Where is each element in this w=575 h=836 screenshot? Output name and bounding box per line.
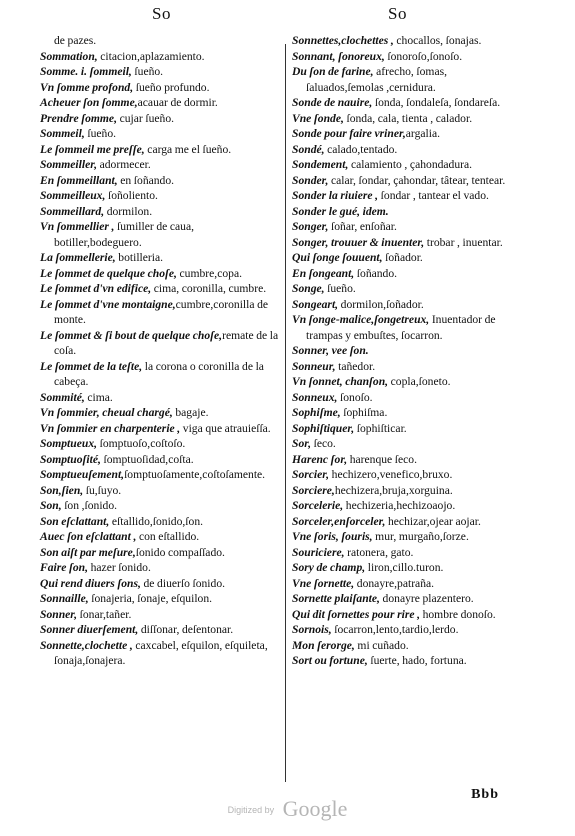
google-logo: Google xyxy=(282,796,348,821)
entry-headword: Sornois, xyxy=(292,623,332,636)
entry-headword: Songe, xyxy=(292,282,325,295)
entry-definition: ſophiſma. xyxy=(340,406,388,419)
entry-definition: ſomptuoſo,coſtoſo. xyxy=(97,437,186,450)
entry-headword: Le ſommet de quelque choſe, xyxy=(40,266,177,280)
dictionary-entry xyxy=(292,95,514,111)
dictionary-entry xyxy=(40,545,282,561)
entry-headword: En ſongeant, xyxy=(292,266,355,280)
entry-headword: Acheuer ſon ſomme, xyxy=(40,96,138,109)
dictionary-entry xyxy=(40,266,282,282)
dictionary-entry xyxy=(292,498,514,514)
entry-headword: Sort ou fortune, xyxy=(292,654,368,667)
running-head-right: So xyxy=(388,4,407,23)
dictionary-entry xyxy=(40,390,282,406)
dictionary-entry xyxy=(292,560,514,576)
entry-headword: Sommeilleux, xyxy=(40,189,106,202)
entry-headword: Sonder le gué, idem. xyxy=(292,204,389,218)
entry-headword: Sonder, xyxy=(292,173,329,187)
entry-definition: hechizar,ojear aojar. xyxy=(385,514,481,528)
dictionary-entry xyxy=(40,281,282,297)
entry-headword: Faire ſon, xyxy=(40,561,89,574)
dictionary-entry xyxy=(292,219,514,235)
dictionary-entry xyxy=(40,436,282,452)
entry-definition: cujar ſueño. xyxy=(116,111,175,125)
signature-mark: Bbb xyxy=(471,787,499,802)
entry-definition: ſonar,tañer. xyxy=(77,607,132,621)
dictionary-entry xyxy=(40,204,282,220)
entry-definition: ſocarron,lento,tardio,lerdo. xyxy=(331,623,459,636)
entry-headword: Son,ſien, xyxy=(40,483,84,497)
right-column xyxy=(292,33,514,669)
entry-headword: Son eſclattant, xyxy=(40,514,110,528)
entry-headword: Mon ſerorge, xyxy=(292,638,355,652)
dictionary-entry xyxy=(40,405,282,421)
entry-headword: Vn ſommier, cheual chargé, xyxy=(40,406,173,419)
entry-headword: Le ſommet & ſi bout de quelque choſe, xyxy=(40,328,223,342)
dictionary-entry xyxy=(292,235,514,251)
entry-definition: mi cuñado. xyxy=(354,638,409,652)
entry-headword: Sonner, xyxy=(40,607,78,621)
dictionary-entry xyxy=(292,359,514,375)
dictionary-entry xyxy=(40,173,282,189)
dictionary-entry xyxy=(292,33,514,49)
entry-definition: cima, coronilla, cumbre. xyxy=(151,282,267,295)
entry-headword: Vn ſommellier , xyxy=(40,220,115,233)
entry-headword: Prendre ſomme, xyxy=(40,111,117,125)
entry-definition: adormecer. xyxy=(97,158,151,171)
entry-headword: Sonnette,clochette , xyxy=(40,638,133,652)
dictionary-entry xyxy=(40,498,282,514)
dictionary-entry xyxy=(292,638,514,654)
entry-definition: ſueño. xyxy=(131,65,164,78)
dictionary-entry xyxy=(292,173,514,189)
dictionary-entry xyxy=(292,467,514,483)
entry-headword: Songeart, xyxy=(292,297,339,311)
entry-definition: ſoñando. xyxy=(354,266,398,280)
dictionary-entry xyxy=(40,157,282,173)
dictionary-entry xyxy=(40,638,282,669)
entry-headword: Vn ſommier en charpenterie , xyxy=(40,421,181,435)
entry-headword: Sonneur, xyxy=(292,359,336,373)
entry-headword: Sory de champ, xyxy=(292,561,366,574)
entry-definition: cumbre,coronilla de monte. xyxy=(54,297,269,326)
entry-headword: Vne ſornette, xyxy=(292,576,355,590)
entry-definition: ratonera, gato. xyxy=(344,545,414,559)
dictionary-entry xyxy=(292,421,514,437)
entry-headword: Somptueuſement, xyxy=(40,468,125,481)
entry-definition: hazer ſonido. xyxy=(88,561,151,574)
entry-definition: ſomptuoſamente,coſtoſamente. xyxy=(124,468,266,481)
entry-definition: ſonoroſo,ſonoſo. xyxy=(384,49,463,63)
dictionary-entry xyxy=(292,188,514,204)
entry-headword: Sonnaille, xyxy=(40,592,89,605)
dictionary-entry xyxy=(40,529,282,545)
entry-headword: Qui dit ſornettes pour rire , xyxy=(292,607,420,621)
entry-headword: Souriciere, xyxy=(292,545,345,559)
entry-headword: La ſommellerie, xyxy=(40,251,116,264)
entry-headword: Somptuoſité, xyxy=(40,452,101,466)
entry-definition: con eſtallido. xyxy=(136,530,200,543)
entry-definition: calado,tentado. xyxy=(324,142,398,156)
entry-headword: Sorciere, xyxy=(292,483,335,497)
watermark-prefix: Digitized by xyxy=(227,805,275,815)
dictionary-entry xyxy=(40,80,282,96)
entry-headword: Songer, xyxy=(292,220,329,233)
entry-definition: viga que atrauieſſa. xyxy=(180,421,271,435)
entry-definition: ſeco. xyxy=(311,437,336,450)
entry-headword: Sonde pour faire vriner, xyxy=(292,127,406,140)
entry-headword: Qui ſonge ſouuent, xyxy=(292,251,383,264)
entry-headword: Vne ſonde, xyxy=(292,111,344,125)
entry-headword: Sornette plaiſante, xyxy=(292,592,380,605)
entry-headword: Harenc ſor, xyxy=(292,452,348,466)
entry-headword: Sor, xyxy=(292,437,312,450)
google-watermark xyxy=(0,796,575,822)
dictionary-entry xyxy=(292,204,514,220)
column-divider xyxy=(285,44,286,782)
dictionary-entry xyxy=(292,591,514,607)
entry-definition: ſoñador. xyxy=(382,251,423,264)
entry-definition: copla,ſoneto. xyxy=(388,375,451,388)
entry-headword: Sorceler,enſorceler, xyxy=(292,514,386,528)
dictionary-entry xyxy=(40,514,282,530)
entry-definition: caxcabel, eſquilon, eſquileta, ſonaja,ſonajera. xyxy=(54,638,268,667)
dictionary-entry xyxy=(40,142,282,158)
entry-definition: remate de la coſa. xyxy=(54,328,279,357)
entry-definition: cumbre,copa. xyxy=(176,266,242,280)
entry-definition: liron,cillo.turon. xyxy=(365,561,444,574)
dictionary-entry xyxy=(40,49,282,65)
entry-definition: botilleria. xyxy=(115,251,164,264)
dictionary-entry xyxy=(292,514,514,530)
entry-headword: Sonde de nauire, xyxy=(292,96,373,109)
entry-headword: Le ſommet d'vne montaigne, xyxy=(40,297,176,311)
entry-definition: hechizeria,hechizoaojo. xyxy=(343,499,456,512)
entry-definition: harenque ſeco. xyxy=(347,452,417,466)
entry-definition: acauar de dormir. xyxy=(137,96,218,109)
entry-definition: eſtallido,ſonido,ſon. xyxy=(109,514,204,528)
entry-definition: ſonoſo. xyxy=(337,390,373,404)
entry-headword: Sondé, xyxy=(292,142,325,156)
entry-definition: calamiento , çahondadura. xyxy=(348,158,473,171)
entry-definition: ſuerte, hado, fortuna. xyxy=(367,654,467,667)
dictionary-entry xyxy=(40,111,282,127)
entry-headword: Sorcier, xyxy=(292,468,330,481)
entry-definition: dormilon,ſoñador. xyxy=(338,297,424,311)
entry-definition: ſueño profundo. xyxy=(133,80,210,94)
entry-headword: Somptueux, xyxy=(40,437,98,450)
dictionary-entry xyxy=(40,421,282,437)
dictionary-entry xyxy=(292,142,514,158)
entry-definition: ſonda, cala, tienta , calador. xyxy=(343,111,473,125)
entry-definition: ſoñoliento. xyxy=(105,189,158,202)
entry-definition: hechizero,venefico,bruxo. xyxy=(329,468,453,481)
dictionary-entry xyxy=(40,591,282,607)
entry-definition: bagaje. xyxy=(172,406,209,419)
dictionary-entry xyxy=(292,343,514,359)
dictionary-entry xyxy=(40,483,282,499)
left-column xyxy=(40,33,282,669)
entry-definition: carga me el ſueño. xyxy=(144,142,232,156)
entry-headword: Vne ſoris, ſouris, xyxy=(292,530,373,543)
entry-definition: ſueño. xyxy=(324,282,356,295)
dictionary-entry xyxy=(40,576,282,592)
dictionary-entry xyxy=(40,359,282,390)
entry-headword: Sonneux, xyxy=(292,390,338,404)
entry-headword: Le ſommeil me preſſe, xyxy=(40,142,145,156)
dictionary-entry xyxy=(40,250,282,266)
entry-headword: Sommation, xyxy=(40,49,98,63)
entry-definition: afrecho, ſomas, ſaluados,ſemolas ,cernidura. xyxy=(306,65,448,94)
entry-definition: hechizera,bruja,xorguina. xyxy=(334,483,453,497)
dictionary-entry xyxy=(40,33,282,49)
dictionary-entry xyxy=(292,622,514,638)
entry-headword: Vn ſomme profond, xyxy=(40,80,134,94)
entry-definition: en ſoñando. xyxy=(117,173,175,187)
dictionary-entry xyxy=(292,126,514,142)
dictionary-entry xyxy=(40,622,282,638)
dictionary-entry xyxy=(292,576,514,592)
entry-headword: Somme. i. ſommeil, xyxy=(40,65,132,78)
dictionary-entry xyxy=(40,95,282,111)
entry-definition: tañedor. xyxy=(335,359,376,373)
entry-definition: calar, ſondar, çahondar, tâtear, tentear. xyxy=(328,173,506,187)
entry-headword: Sonder la riuiere , xyxy=(292,189,379,202)
entry-definition: la corona o coronilla de la cabeça. xyxy=(54,359,264,388)
dictionary-entry xyxy=(40,452,282,468)
dictionary-entry xyxy=(292,64,514,95)
entry-definition: ſonajeria, ſonaje, eſquilon. xyxy=(88,592,213,605)
dictionary-entry xyxy=(40,188,282,204)
entry-definition: ſophiſticar. xyxy=(354,421,407,435)
entry-headword: Vn ſonge-malice,ſongetreux, xyxy=(292,313,430,326)
entry-headword: Sonner diuerſement, xyxy=(40,623,139,636)
dictionary-entry xyxy=(292,653,514,669)
entry-headword: Sonner, vee ſon. xyxy=(292,344,369,357)
entry-definition: dormilon. xyxy=(104,204,153,218)
dictionary-entry xyxy=(292,49,514,65)
running-head-left: So xyxy=(152,4,171,23)
entry-headword: Le ſommet de la teſte, xyxy=(40,359,143,373)
entry-definition: diſſonar, deſentonar. xyxy=(138,623,234,636)
entry-headword: Sorcelerie, xyxy=(292,499,344,512)
dictionary-entry xyxy=(292,436,514,452)
entry-headword: Vn ſonnet, chanſon, xyxy=(292,375,389,388)
dictionary-entry xyxy=(40,297,282,328)
entry-headword: Songer, trouuer & inuenter, xyxy=(292,235,425,249)
dictionary-entry xyxy=(292,452,514,468)
dictionary-entry xyxy=(40,560,282,576)
entry-definition: ſoñar, enſoñar. xyxy=(328,220,397,233)
dictionary-entry xyxy=(40,328,282,359)
entry-definition: trobar , inuentar. xyxy=(424,235,503,249)
dictionary-entry xyxy=(292,266,514,282)
entry-headword: Du ſon de farine, xyxy=(292,65,374,78)
dictionary-entry xyxy=(40,64,282,80)
dictionary-entry xyxy=(292,405,514,421)
entry-headword: Le ſommet d'vn edifice, xyxy=(40,282,152,295)
entry-headword: Sonnettes,clochettes , xyxy=(292,34,394,47)
entry-definition: ſumiller de caua, botiller,bodeguero. xyxy=(54,220,195,249)
entry-headword: Sommité, xyxy=(40,390,85,404)
entry-headword: Sommeil, xyxy=(40,127,85,140)
dictionary-entry xyxy=(292,390,514,406)
entry-definition: mur, murgaño,ſorze. xyxy=(372,530,469,543)
entry-definition: donayre,patraña. xyxy=(354,576,435,590)
entry-headword: Son, xyxy=(40,499,62,512)
entry-definition: ſonido compaſſado. xyxy=(135,545,225,559)
entry-headword: Sophiſtiquer, xyxy=(292,421,355,435)
dictionary-entry xyxy=(292,483,514,499)
dictionary-entry xyxy=(292,312,514,343)
entry-headword: En ſommeillant, xyxy=(40,173,118,187)
entry-definition: ſueño. xyxy=(84,127,117,140)
entry-headword: Sonnant, ſonoreux, xyxy=(292,49,385,63)
entry-definition: citacion,aplazamiento. xyxy=(97,49,205,63)
dictionary-entry xyxy=(292,250,514,266)
entry-definition: ſon ,ſonido. xyxy=(61,499,118,512)
entry-definition: argalia. xyxy=(405,127,440,140)
entry-definition: donayre plazentero. xyxy=(379,592,474,605)
dictionary-entry xyxy=(40,467,282,483)
entry-definition: hombre donoſo. xyxy=(419,607,496,621)
dictionary-entry xyxy=(292,607,514,623)
entry-definition: ſonda, ſondaleſa, ſondareſa. xyxy=(372,96,501,109)
entry-headword: Sommeiller, xyxy=(40,158,98,171)
entry-headword: Sondement, xyxy=(292,158,349,171)
entry-headword: Qui rend diuers ſons, xyxy=(40,576,141,590)
dictionary-entry xyxy=(292,529,514,545)
dictionary-entry xyxy=(292,157,514,173)
entry-definition: chocallos, ſonajas. xyxy=(393,34,482,47)
dictionary-entry xyxy=(292,281,514,297)
entry-definition: cima. xyxy=(84,390,113,404)
entry-definition: ſu,ſuyo. xyxy=(83,483,122,497)
dictionary-entry xyxy=(292,545,514,561)
entry-headword: Auec ſon eſclattant , xyxy=(40,530,137,543)
dictionary-entry xyxy=(40,219,282,250)
entry-definition: ſondar , tantear el vado. xyxy=(378,189,489,202)
dictionary-entry xyxy=(292,297,514,313)
entry-headword: Sophiſme, xyxy=(292,406,341,419)
dictionary-entry xyxy=(292,374,514,390)
entry-headword: Sommeillard, xyxy=(40,204,105,218)
entry-headword: Son aiſt par meſure, xyxy=(40,545,136,559)
dictionary-entry xyxy=(292,111,514,127)
entry-definition: de diuerſo ſonido. xyxy=(140,576,226,590)
entry-definition: ſomptuoſidad,coſta. xyxy=(100,452,194,466)
entry-definition: Inuentador de trampas y embuſtes, ſocarron. xyxy=(306,313,496,342)
dictionary-entry xyxy=(40,607,282,623)
entry-definition: de pazes. xyxy=(54,34,97,47)
dictionary-entry xyxy=(40,126,282,142)
